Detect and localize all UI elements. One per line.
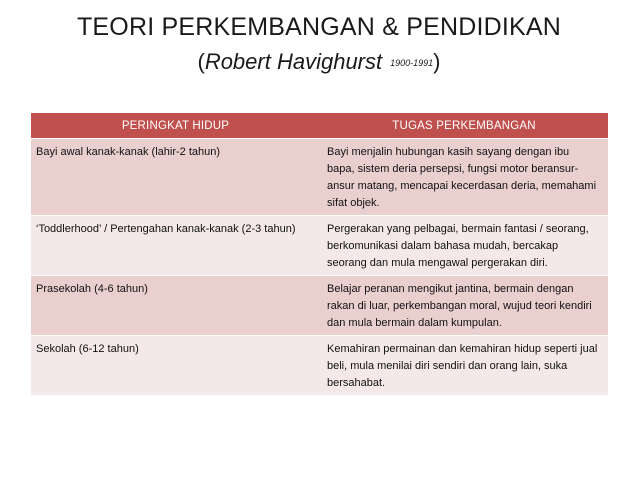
subtitle-close-paren: ) xyxy=(433,49,441,74)
header-stage: PERINGKAT HIDUP xyxy=(31,113,320,139)
table-row xyxy=(31,336,608,396)
table-row xyxy=(31,139,608,216)
slide-title: TEORI PERKEMBANGAN & PENDIDIKAN xyxy=(76,13,562,41)
subtitle-open-paren: ( xyxy=(197,49,205,74)
slide-subtitle xyxy=(0,48,638,77)
table-row xyxy=(31,276,608,336)
subtitle-author: Robert Havighurst xyxy=(204,49,383,74)
tasks-cell: Bayi menjalin hubungan kasih sayang dengan ibu bapa, sistem deria persepsi, fungsi motor beransur-ansur matang, mencapai kecerdasan deria, memahami sifat objek. xyxy=(320,139,608,216)
stage-cell: Sekolah (6-12 tahun) xyxy=(31,336,320,396)
tasks-cell: Belajar peranan mengikut jantina, bermain dengan rakan di luar, perkembangan moral, wujud teori kendiri dan mula bermain dalam kumpulan. xyxy=(320,276,608,336)
table-header-row xyxy=(31,113,608,139)
tasks-cell: Pergerakan yang pelbagai, bermain fantasi / seorang, berkomunikasi dalam bahasa mudah, bercakap seorang dan mula mengawal pergerakan diri. xyxy=(320,216,608,276)
header-tasks: TUGAS PERKEMBANGAN xyxy=(320,113,608,139)
stage-cell: Bayi awal kanak-kanak (lahir-2 tahun) xyxy=(31,139,320,216)
stage-cell: ‘Toddlerhood’ / Pertengahan kanak-kanak (2-3 tahun) xyxy=(31,216,320,276)
development-table xyxy=(31,113,608,395)
stage-cell: Prasekolah (4-6 tahun) xyxy=(31,276,320,336)
tasks-cell: Kemahiran permainan dan kemahiran hidup seperti jual beli, mula menilai diri sendiri dan orang lain, suka bersahabat. xyxy=(320,336,608,396)
table-row xyxy=(31,216,608,276)
subtitle-years: 1900-1991 xyxy=(390,58,434,69)
